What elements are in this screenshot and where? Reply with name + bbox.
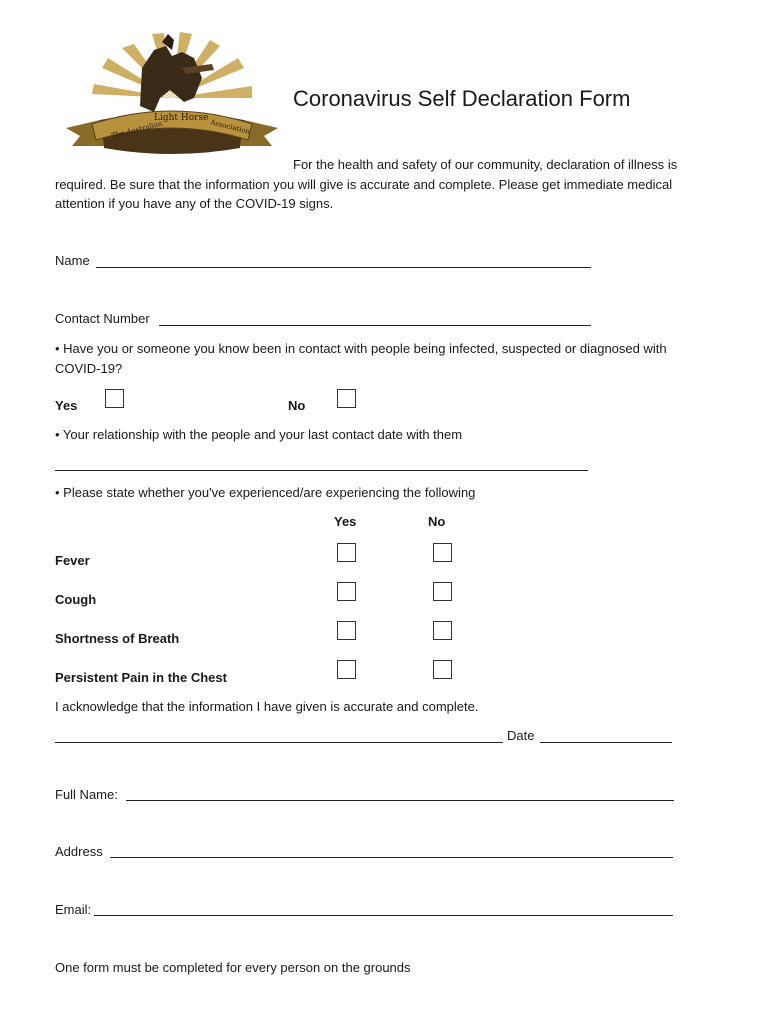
- contact-number-label: Contact Number: [55, 311, 150, 326]
- email-input-line[interactable]: [94, 915, 673, 916]
- contact-no-label: No: [288, 398, 306, 413]
- contact-no-checkbox[interactable]: [337, 389, 356, 408]
- contact-yes-label: Yes: [55, 398, 78, 413]
- acknowledge-text: I acknowledge that the information I have given is accurate and complete.: [55, 699, 479, 714]
- chest-pain-yes-checkbox[interactable]: [337, 660, 356, 679]
- name-label: Name: [55, 253, 90, 268]
- fever-no-checkbox[interactable]: [433, 543, 452, 562]
- symptoms-yes-header: Yes: [334, 514, 357, 529]
- light-horse-emblem-icon: [62, 28, 282, 156]
- full-name-label: Full Name:: [55, 787, 118, 802]
- intro-line1: For the health and safety of our community, declaration of illness: [293, 157, 665, 172]
- date-input-line[interactable]: [540, 742, 672, 743]
- logo-ribbon-right-text: Association: [209, 118, 251, 136]
- logo-top-text: Light Horse: [154, 113, 209, 123]
- relationship-question-text: • Your relationship with the people and your last contact date with them: [55, 427, 463, 442]
- logo-ribbon-left-text: The Australian: [110, 119, 164, 140]
- breath-yes-checkbox[interactable]: [337, 621, 356, 640]
- symptoms-intro-text: • Please state whether you've experienced/are experiencing the following: [55, 485, 476, 500]
- name-input-line[interactable]: [96, 267, 591, 268]
- symptoms-no-header: No: [428, 514, 446, 529]
- contact-number-input-line[interactable]: [159, 325, 591, 326]
- intro-paragraph: [55, 155, 715, 214]
- signature-input-line[interactable]: [55, 742, 503, 743]
- cough-no-checkbox[interactable]: [433, 582, 452, 601]
- breath-no-checkbox[interactable]: [433, 621, 452, 640]
- contact-yes-checkbox[interactable]: [105, 389, 124, 408]
- cough-yes-checkbox[interactable]: [337, 582, 356, 601]
- symptom-label-shortness-of-breath: Shortness of Breath: [55, 631, 180, 646]
- relationship-input-line[interactable]: [55, 470, 588, 471]
- address-label: Address: [55, 844, 103, 859]
- association-logo: [62, 28, 282, 156]
- intro-rest: is required. Be sure that the information you will give is accurate and complete. Please get immediate medical attention if you have any of the COVID-19 signs.: [55, 157, 678, 211]
- chest-pain-no-checkbox[interactable]: [433, 660, 452, 679]
- symptom-label-cough: Cough: [55, 592, 97, 607]
- footer-note: One form must be completed for every person on the grounds: [55, 960, 411, 975]
- address-input-line[interactable]: [110, 857, 673, 858]
- fever-yes-checkbox[interactable]: [337, 543, 356, 562]
- date-label: Date: [507, 728, 535, 743]
- symptom-label-fever: Fever: [55, 553, 90, 568]
- contact-question-text: • Have you or someone you know been in contact with people being infected, suspected or diagnosed with COVID-19?: [55, 341, 667, 376]
- email-label: Email:: [55, 902, 92, 917]
- full-name-input-line[interactable]: [126, 800, 674, 801]
- form-title: Coronavirus Self Declaration Form: [293, 86, 631, 111]
- symptom-label-chest-pain: Persistent Pain in the Chest: [55, 670, 227, 685]
